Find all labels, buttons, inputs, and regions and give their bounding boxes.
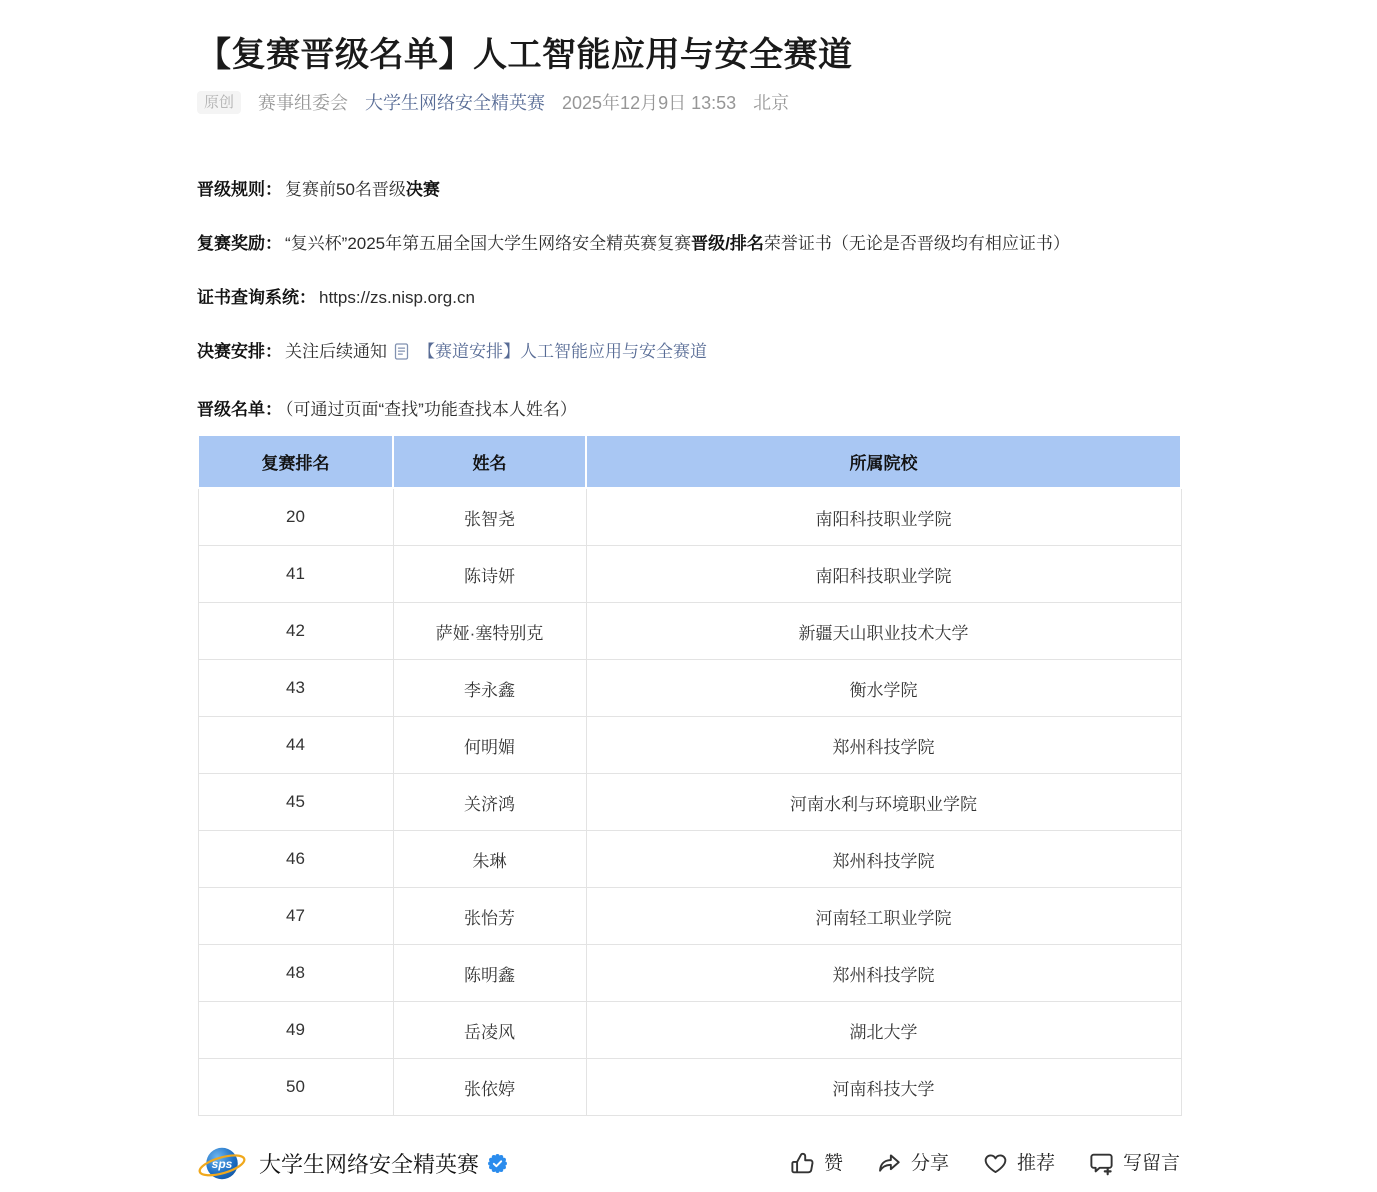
- award-text-2: 荣誉证书（无论是否晋级均有相应证书）: [763, 234, 1070, 253]
- article-meta: [197, 89, 1180, 115]
- school-cell: 南阳科技职业学院: [586, 546, 1181, 603]
- rule-bold: 决赛: [405, 180, 440, 199]
- rank-cell: 44: [198, 717, 393, 774]
- table-header-row: [198, 435, 1181, 488]
- verified-badge-icon: [487, 1153, 508, 1174]
- share-button[interactable]: [876, 1150, 949, 1177]
- table-row: [198, 717, 1181, 774]
- thumb-up-icon: [789, 1150, 816, 1177]
- award-bold: 晋级/排名: [691, 234, 764, 253]
- rank-cell: 49: [198, 1002, 393, 1059]
- name-cell: 张依婷: [393, 1059, 586, 1116]
- account-logo[interactable]: [197, 1140, 247, 1187]
- like-label: 赞: [823, 1152, 843, 1174]
- publish-datetime: 2025年12月9日 13:53: [562, 93, 737, 113]
- cert-url: https://zs.nisp.org.cn: [319, 288, 475, 307]
- table-row: [198, 1059, 1181, 1116]
- rank-cell: 47: [198, 888, 393, 945]
- article-page: [197, 0, 1180, 1189]
- school-cell: 河南水利与环境职业学院: [586, 774, 1181, 831]
- table-row: [198, 1002, 1181, 1059]
- final-text: 关注后续通知: [285, 342, 387, 361]
- award-text-1: “复兴杯”2025年第五届全国大学生网络安全精英赛复赛: [285, 234, 692, 253]
- article-doc-icon: [394, 342, 409, 367]
- name-cell: 李永鑫: [393, 660, 586, 717]
- name-cell: 关济鸿: [393, 774, 586, 831]
- table-body: [198, 488, 1181, 1116]
- account-link[interactable]: 大学生网络安全精英赛: [365, 93, 546, 113]
- write-comment-button[interactable]: [1088, 1150, 1180, 1177]
- share-icon: [876, 1150, 903, 1177]
- publish-location: 北京: [753, 93, 790, 113]
- school-cell: 郑州科技学院: [586, 831, 1181, 888]
- rank-cell: 48: [198, 945, 393, 1002]
- table-row: [198, 831, 1181, 888]
- recommend-button[interactable]: [982, 1150, 1055, 1177]
- col-header-rank: 复赛排名: [198, 435, 393, 488]
- table-row: [198, 660, 1181, 717]
- table-row: [198, 546, 1181, 603]
- rank-cell: 42: [198, 603, 393, 660]
- col-header-school: 所属院校: [586, 435, 1181, 488]
- write-comment-label: 写留言: [1122, 1152, 1180, 1174]
- school-cell: 郑州科技学院: [586, 717, 1181, 774]
- heart-icon: [982, 1150, 1009, 1177]
- col-header-name: 姓名: [393, 435, 586, 488]
- rank-cell: 46: [198, 831, 393, 888]
- table-row: [198, 603, 1181, 660]
- school-cell: 河南轻工职业学院: [586, 888, 1181, 945]
- list-label: 晋级名单：: [197, 400, 282, 419]
- table-row: [198, 945, 1181, 1002]
- award-label: 复赛奖励：: [197, 234, 282, 253]
- name-cell: 张怡芳: [393, 888, 586, 945]
- rule-text: 复赛前50名晋级: [285, 180, 406, 199]
- list-text: （可通过页面“查找”功能查找本人姓名）: [285, 400, 577, 419]
- rank-cell: 20: [198, 488, 393, 546]
- name-cell: 岳凌风: [393, 1002, 586, 1059]
- name-cell: 陈诗妍: [393, 546, 586, 603]
- paragraph-final: [197, 340, 1180, 367]
- comment-plus-icon: [1088, 1150, 1115, 1177]
- page-title: 【复赛晋级名单】人工智能应用与安全赛道: [197, 36, 853, 74]
- school-cell: 南阳科技职业学院: [586, 488, 1181, 546]
- school-cell: 河南科技大学: [586, 1059, 1181, 1116]
- name-cell: 萨娅·塞特别克: [393, 603, 586, 660]
- name-cell: 张智尧: [393, 488, 586, 546]
- author-name: 赛事组委会: [258, 93, 349, 113]
- school-cell: 郑州科技学院: [586, 945, 1181, 1002]
- school-cell: 新疆天山职业技术大学: [586, 603, 1181, 660]
- name-cell: 何明媚: [393, 717, 586, 774]
- advancement-table: [197, 434, 1182, 1116]
- share-label: 分享: [910, 1152, 949, 1174]
- table-row: [198, 888, 1181, 945]
- cert-label: 证书查询系统：: [197, 288, 316, 307]
- original-badge: 原创: [197, 91, 241, 114]
- name-cell: 朱琳: [393, 831, 586, 888]
- rank-cell: 41: [198, 546, 393, 603]
- paragraph-rule: [197, 178, 1180, 201]
- account-footer: [197, 1137, 1180, 1189]
- final-label: 决赛安排：: [197, 342, 282, 361]
- rank-cell: 45: [198, 774, 393, 831]
- paragraph-cert: [197, 286, 1180, 309]
- action-bar: [756, 1150, 1180, 1177]
- table-row: [198, 488, 1181, 546]
- recommend-label: 推荐: [1016, 1152, 1055, 1174]
- rank-cell: 43: [198, 660, 393, 717]
- logo-text: sps: [211, 1156, 233, 1171]
- name-cell: 陈明鑫: [393, 945, 586, 1002]
- paragraph-award: [197, 232, 1180, 255]
- like-button[interactable]: [789, 1150, 843, 1177]
- footer-account-name[interactable]: 大学生网络安全精英赛: [259, 1151, 480, 1177]
- track-arrangement-link[interactable]: 【赛道安排】人工智能应用与安全赛道: [418, 342, 707, 361]
- rule-label: 晋级规则：: [197, 180, 282, 199]
- paragraph-list: [197, 398, 1180, 421]
- table-row: [198, 774, 1181, 831]
- rank-cell: 50: [198, 1059, 393, 1116]
- school-cell: 湖北大学: [586, 1002, 1181, 1059]
- school-cell: 衡水学院: [586, 660, 1181, 717]
- article-body: [197, 178, 1180, 421]
